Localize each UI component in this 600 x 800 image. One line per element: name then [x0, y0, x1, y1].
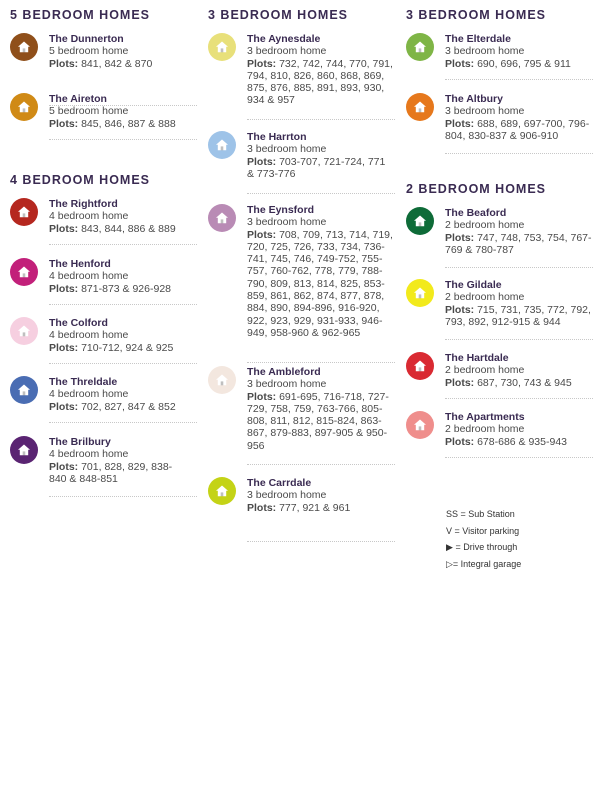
house-glyph	[215, 211, 229, 225]
house-icon	[208, 131, 236, 159]
house-icon	[10, 33, 38, 61]
house-glyph	[413, 40, 427, 54]
home-bedrooms: 4 bedroom home	[49, 448, 129, 461]
home-bedrooms: 3 bedroom home	[445, 105, 525, 118]
house-icon	[10, 436, 38, 464]
home-plots: Plots: 687, 730, 743 & 945	[445, 376, 572, 389]
house-glyph	[413, 418, 427, 432]
home-bedrooms: 5 bedroom home	[49, 105, 129, 118]
home-plots: Plots: 843, 844, 886 & 889	[49, 222, 176, 235]
divider	[49, 244, 197, 245]
home-bedrooms: 3 bedroom home	[247, 378, 327, 391]
home-name: The Beaford	[445, 207, 507, 219]
house-glyph	[215, 40, 229, 54]
map-key	[446, 506, 521, 572]
home-name: The Aynesdale	[247, 33, 321, 45]
home-name: The Apartments	[445, 411, 525, 423]
house-glyph	[215, 484, 229, 498]
home-name: The Ambleford	[247, 366, 321, 378]
section-title: 4 BEDROOM HOMES	[10, 173, 151, 187]
integral-garage-icon: ▷	[446, 558, 453, 569]
house-glyph	[17, 205, 31, 219]
three-bedroom-section-b	[406, 8, 590, 142]
divider	[445, 153, 593, 154]
divider	[49, 363, 197, 364]
key-sub-station: SS = Sub Station	[446, 509, 515, 519]
home-plots: Plots: 710-712, 924 & 925	[49, 341, 174, 354]
house-icon	[208, 204, 236, 232]
home-name: The Threldale	[49, 376, 118, 388]
home-bedrooms: 3 bedroom home	[247, 143, 327, 156]
divider	[247, 541, 395, 542]
home-bedrooms: 5 bedroom home	[49, 45, 129, 58]
home-bedrooms: 3 bedroom home	[247, 489, 327, 502]
house-glyph	[17, 324, 31, 338]
home-plots: Plots: 701, 828, 829, 838-840 & 848-851	[49, 460, 173, 485]
divider	[445, 79, 593, 80]
house-glyph	[215, 373, 229, 387]
house-icon	[406, 411, 434, 439]
home-bedrooms: 4 bedroom home	[49, 270, 129, 283]
divider	[247, 464, 395, 465]
home-plots: Plots: 871-873 & 926-928	[49, 282, 171, 295]
four-bedroom-section	[10, 173, 176, 485]
three-bedroom-section-a	[208, 8, 393, 514]
divider	[247, 362, 395, 363]
divider	[247, 193, 395, 194]
divider	[445, 339, 593, 340]
five-bedroom-section	[10, 8, 176, 130]
key-drive-through: ▶ = Drive through	[446, 542, 518, 552]
home-bedrooms: 3 bedroom home	[445, 45, 525, 58]
house-icon	[208, 33, 236, 61]
house-glyph	[215, 138, 229, 152]
section-title: 3 BEDROOM HOMES	[208, 8, 349, 22]
home-name: The Henford	[49, 258, 111, 270]
home-name: The Colford	[49, 317, 108, 329]
drive-through-icon: ▶	[446, 542, 453, 552]
house-icon	[10, 317, 38, 345]
house-icon	[406, 279, 434, 307]
house-icon	[10, 258, 38, 286]
house-icon	[10, 93, 38, 121]
two-bedroom-section	[406, 182, 592, 448]
home-name: The Gildale	[445, 279, 502, 291]
home-bedrooms: 2 bedroom home	[445, 219, 525, 232]
home-name: The Elterdale	[445, 33, 511, 45]
home-name: The Harrton	[247, 131, 307, 143]
home-plots: Plots: 690, 696, 795 & 911	[445, 57, 571, 70]
section-title: 5 BEDROOM HOMES	[10, 8, 151, 22]
home-bedrooms: 2 bedroom home	[445, 291, 525, 304]
house-glyph	[17, 40, 31, 54]
home-plots: Plots: 678-686 & 935-943	[445, 435, 567, 448]
home-name: The Brilbury	[49, 436, 111, 448]
home-plots: Plots: 777, 921 & 961	[247, 501, 351, 514]
home-plots: Plots: 688, 689, 697-700, 796-804, 830-837 & 906-910	[445, 117, 590, 142]
house-glyph	[413, 359, 427, 373]
home-plots: Plots: 715, 731, 735, 772, 792, 793, 892, 912-915 & 944	[445, 303, 591, 328]
home-name: The Hartdale	[445, 352, 509, 364]
house-icon	[208, 477, 236, 505]
home-bedrooms: 4 bedroom home	[49, 210, 129, 223]
divider	[49, 422, 197, 423]
house-icon	[406, 93, 434, 121]
house-glyph	[17, 265, 31, 279]
section-title: 3 BEDROOM HOMES	[406, 8, 547, 22]
house-glyph	[17, 383, 31, 397]
house-glyph	[413, 214, 427, 228]
home-bedrooms: 4 bedroom home	[49, 388, 129, 401]
home-plots: Plots: 703-707, 721-724, 771 & 773-776	[247, 155, 386, 180]
house-icon	[406, 352, 434, 380]
divider	[49, 139, 197, 140]
house-icon	[406, 33, 434, 61]
key-visitor-parking: V = Visitor parking	[446, 525, 520, 536]
home-bedrooms: 3 bedroom home	[247, 216, 327, 229]
home-plots: Plots: 708, 709, 713, 714, 719, 720, 725, 726, 733, 734, 736-741, 745, 746, 749-752, 755-757, 760-762, 778, 779, 788-790, 809, 813, 814, 825, 853-859, 861, 862, 874, 877, 878, 884, 890, 894-896, 916-920, 922, 923, 929, 931-933, 946-949, 958-960 & 962-965	[247, 228, 393, 339]
home-plots: Plots: 841, 842 & 870	[49, 57, 153, 70]
home-name: The Altbury	[445, 93, 503, 105]
house-icon	[406, 207, 434, 235]
home-bedrooms: 4 bedroom home	[49, 329, 129, 342]
home-name: The Eynsford	[247, 204, 315, 216]
divider	[445, 457, 593, 458]
home-bedrooms: 2 bedroom home	[445, 364, 525, 377]
key-integral-garage: ▷= Integral garage	[446, 558, 522, 569]
house-icon	[10, 376, 38, 404]
home-bedrooms: 2 bedroom home	[445, 423, 525, 436]
divider	[445, 398, 593, 399]
home-plots: Plots: 845, 846, 887 & 888	[49, 117, 176, 130]
home-plots: Plots: 732, 742, 744, 770, 791, 794, 810, 826, 860, 868, 869, 875, 876, 885, 891, 893, 930, 934 & 957	[247, 57, 393, 107]
house-glyph	[17, 443, 31, 457]
divider	[445, 267, 593, 268]
home-name: The Carrdale	[247, 477, 312, 489]
home-plots: Plots: 702, 827, 847 & 852	[49, 400, 176, 413]
house-icon	[208, 366, 236, 394]
home-name: The Aireton	[49, 93, 107, 105]
divider	[247, 119, 395, 120]
divider	[49, 304, 197, 305]
home-plots: Plots: 691-695, 716-718, 727-729, 758, 759, 763-766, 805-808, 811, 812, 815-824, 863-867, 879-883, 897-905 & 950-956	[247, 390, 389, 452]
house-glyph	[17, 100, 31, 114]
home-name: The Rightford	[49, 198, 118, 210]
divider	[49, 496, 197, 497]
home-plots: Plots: 747, 748, 753, 754, 767-769 & 780-787	[445, 231, 592, 256]
home-name: The Dunnerton	[49, 33, 124, 45]
house-glyph	[413, 100, 427, 114]
home-bedrooms: 3 bedroom home	[247, 45, 327, 58]
house-icon	[10, 198, 38, 226]
section-title: 2 BEDROOM HOMES	[406, 182, 547, 196]
house-glyph	[413, 286, 427, 300]
